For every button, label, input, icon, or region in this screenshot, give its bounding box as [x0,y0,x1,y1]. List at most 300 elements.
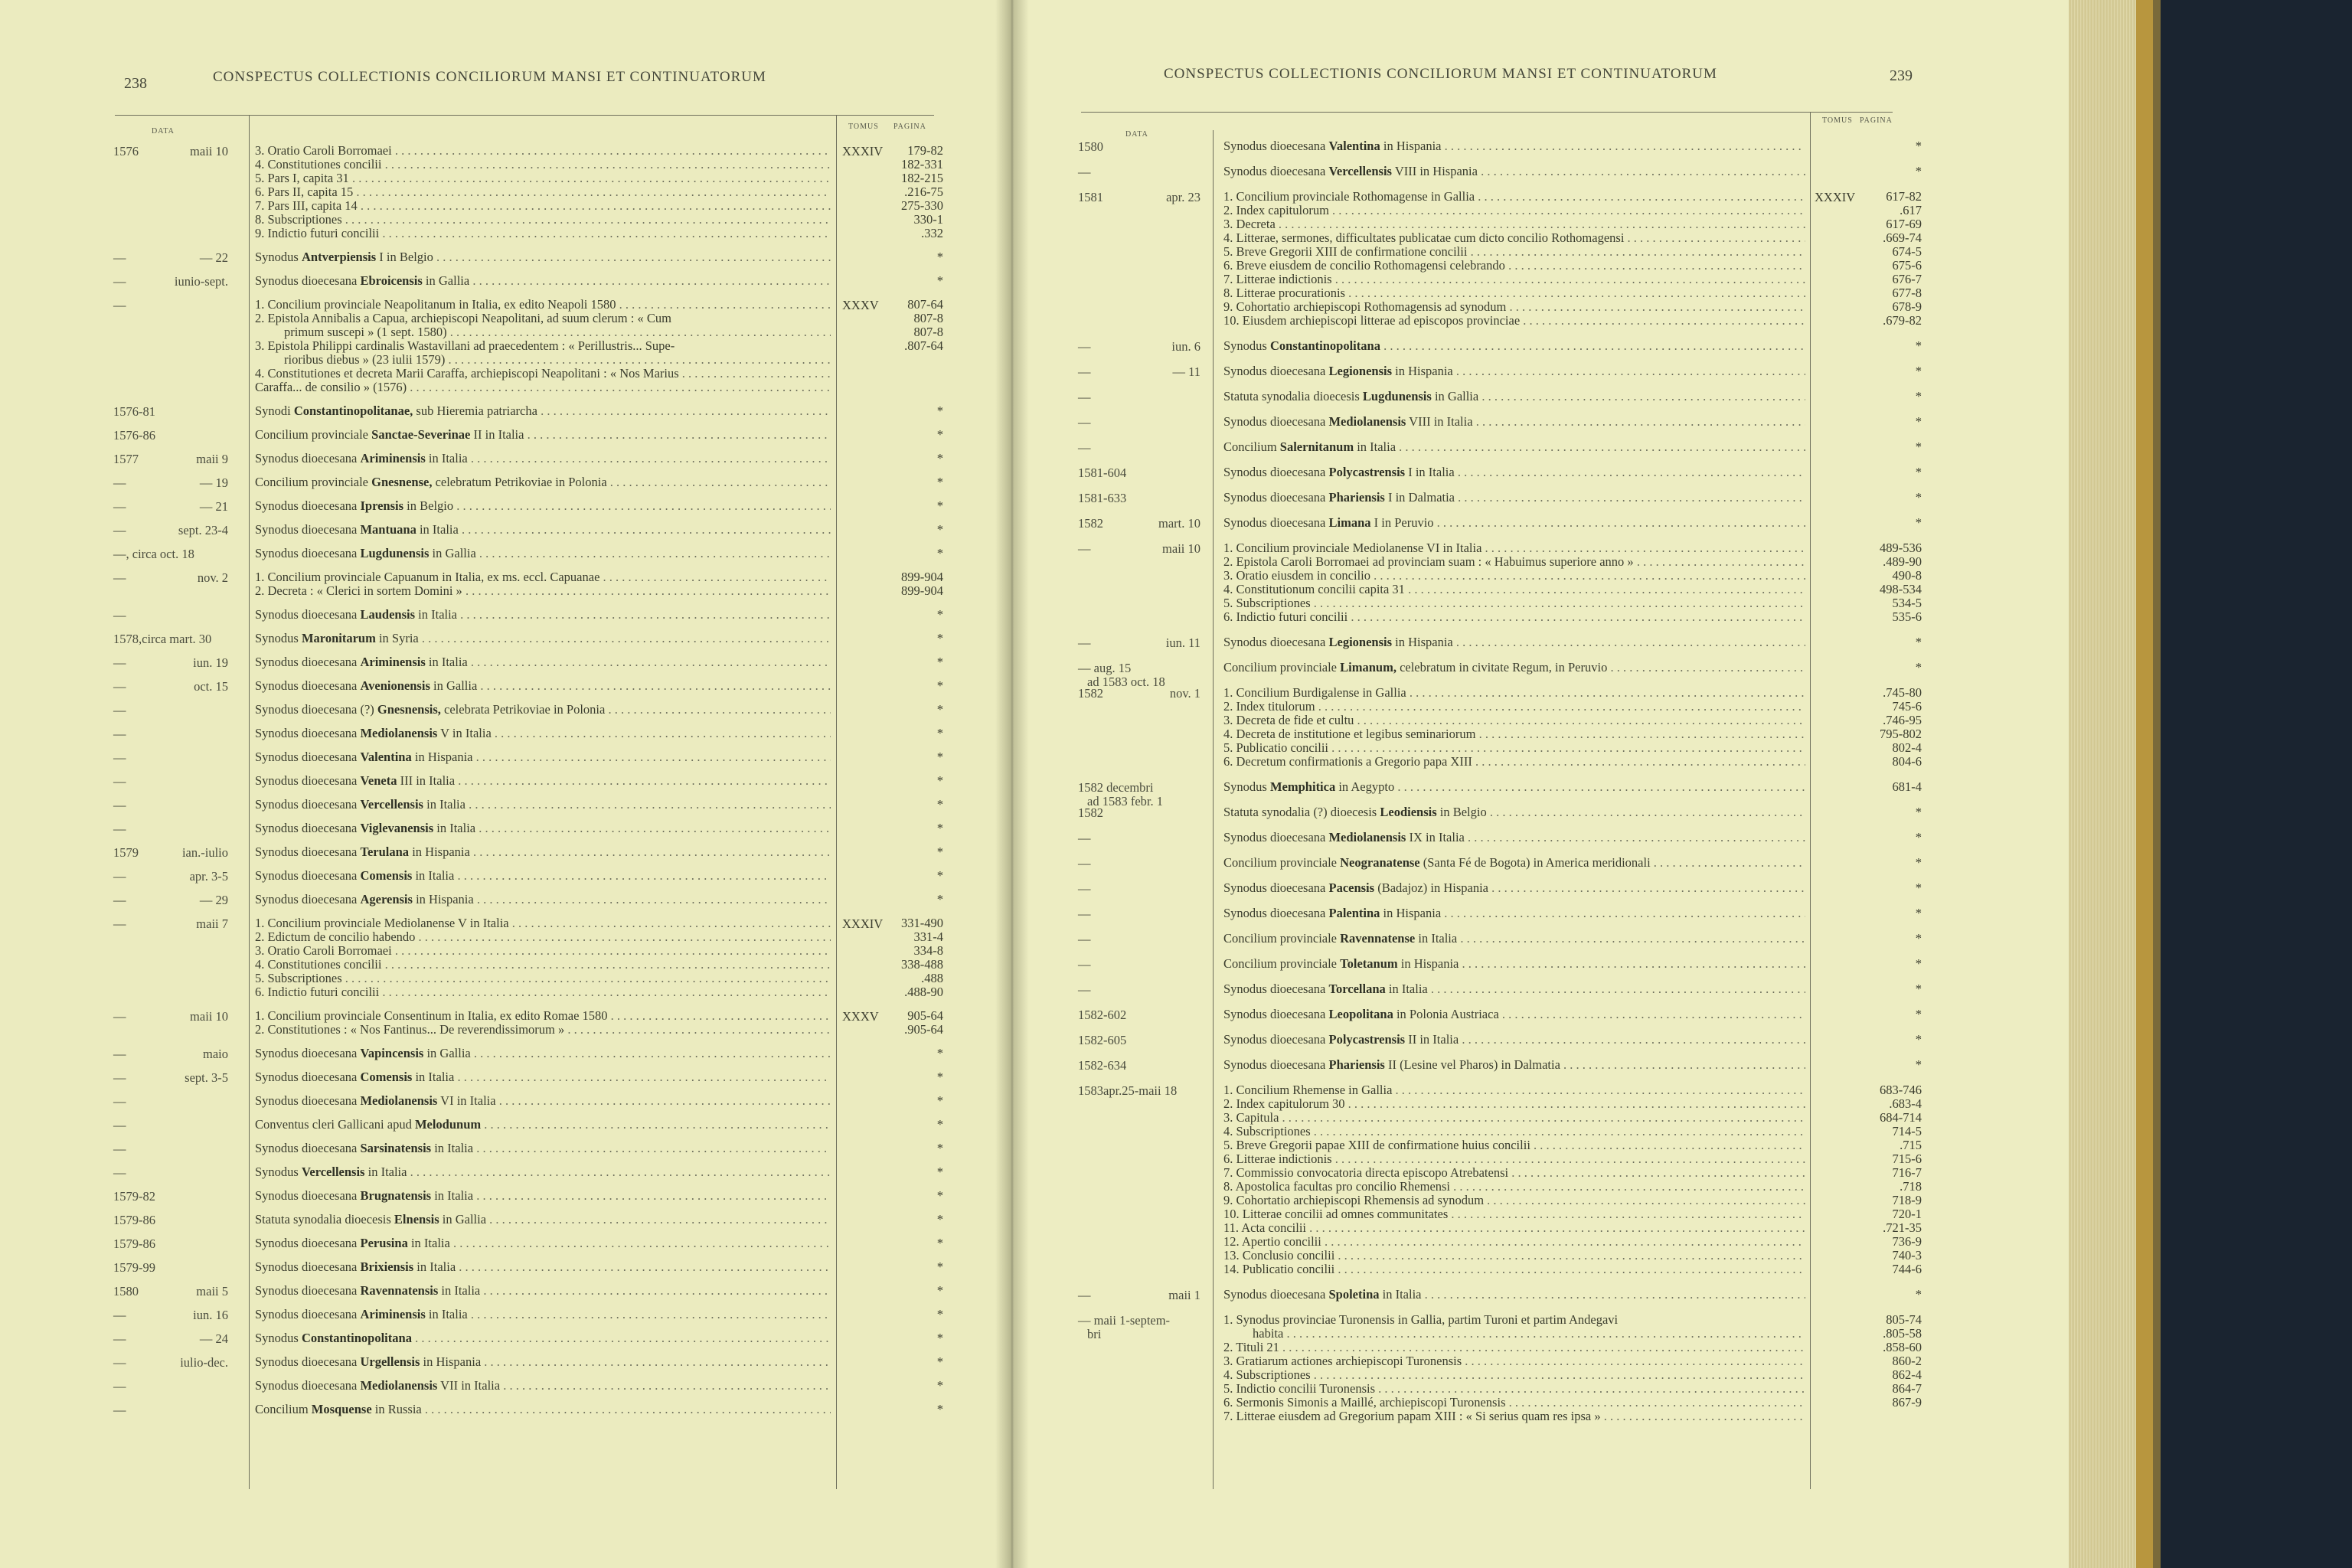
entry-text [255,822,831,835]
date-primary: 1582 [1078,805,1103,820]
entry-line [255,1379,831,1393]
entry-text [255,523,831,537]
pagina-range: .489-90 [1883,554,1922,569]
entry-line [255,523,831,537]
list-item [0,1379,1012,1403]
date-primary: 1576-81 [113,404,155,419]
date-primary: — [1078,415,1091,430]
entry-line: rioribus diebus » (23 iulii 1579) . . . [255,353,831,367]
entry-date [113,1213,228,1228]
page-reference [842,144,943,240]
list-item [0,570,1012,608]
entry-text [1223,541,1805,624]
entry-line [1223,661,1805,675]
date-secondary: maio [203,1047,228,1061]
synod-name: Elnensis [394,1213,439,1227]
entry-prefix: Concilium provinciale [255,475,369,489]
entry-text [255,727,831,740]
date-secondary: iunio-sept. [174,274,228,289]
entry-line: primum suscepi » (1 sept. 1580) . . . [255,325,831,339]
entry-date [1078,466,1200,481]
entry-prefix: Synodus dioecesana [255,1094,358,1108]
pagina-range: 534-5 [1892,596,1922,610]
list-item [0,679,1012,703]
entry-text [255,452,831,466]
entry-suffix: celebratum Petrikoviae in Polonia [435,475,607,489]
entry-prefix: Concilium [255,1403,309,1416]
synod-name: Maronitarum [301,632,376,645]
list-item [0,1403,1012,1426]
entry-date [1078,364,1200,380]
entry-date [1078,541,1200,557]
page-reference [1815,139,1922,153]
star-marker: * [1915,855,1922,870]
page-reference [1815,165,1922,178]
entry-suffix: in Italia [419,523,459,537]
entry-date [1078,139,1200,155]
entry-text [1223,1083,1805,1276]
entry-line [1223,1033,1805,1047]
list-item [1012,1288,2069,1313]
right-page [1012,0,2069,1568]
date-primary: — [1078,1288,1091,1302]
entry-suffix: IX in Italia [1409,831,1465,844]
pagina-range: .805-58 [1883,1326,1922,1341]
entry-line [255,274,831,288]
entry-line [1223,466,1805,479]
page-reference [842,547,943,560]
entry-line [255,632,831,645]
entry-line [1223,1058,1805,1072]
entry-line [255,1331,831,1345]
page-reference [842,1165,943,1179]
entry-line [255,655,831,669]
entry-suffix: VIII in Italia [1409,415,1473,429]
entry-prefix: Synodus dioecesana [255,547,358,560]
star-marker: * [936,678,943,693]
entry-suffix: in Belgio [407,499,454,513]
entry-text [255,1331,831,1345]
entry-text [255,916,831,999]
entry-line: 14. Publicatio concilii . . . [1223,1263,1805,1276]
date-primary: — [1078,364,1091,379]
entry-prefix: Synodus dioecesana [255,1070,358,1084]
entry-suffix: in Belgio [1439,805,1487,819]
entry-line: 12. Apertio concilii . . . [1223,1235,1805,1249]
entry-date [113,1403,228,1418]
entry-date [1078,1288,1200,1303]
entry-text [255,1260,831,1274]
page-reference [1815,339,1922,353]
entry-line [255,1236,831,1250]
list-item [1012,881,2069,906]
entry-line: 4. Constitutiones concilii . . . [255,158,831,172]
page-reference [842,632,943,645]
entry-date [113,428,228,443]
entry-line [1223,780,1805,794]
list-item [0,1213,1012,1236]
page-reference [1815,957,1922,971]
star-marker: * [1915,1007,1922,1021]
entry-line: 4. Subscriptiones . . . [1223,1368,1805,1382]
entry-date [113,774,228,789]
list-item [1012,364,2069,390]
date-primary: — [113,916,126,931]
page-reference [842,404,943,418]
date-secondary: mart. 10 [1158,516,1200,531]
entry-suffix: in Hispania [412,845,470,859]
pagina-range: 720-1 [1892,1207,1922,1221]
running-head: CONSPECTUS COLLECTIONIS CONCILIORUM MANSI ET CONTINUATORUM [213,69,766,85]
entry-line [255,845,831,859]
entry-suffix: celebrata Petrikoviae in Polonia [444,703,606,717]
entry-suffix: in Italia [428,655,468,669]
entry-suffix: in Gallia [442,1213,487,1227]
list-item [1012,516,2069,541]
entry-line: 9. Indictio futuri concilii . . . [255,227,831,240]
list-item [1012,1033,2069,1058]
entry-line [1223,957,1805,971]
date-primary: 1581 [1078,190,1103,204]
synod-name: Leopolitana [1328,1008,1393,1021]
entry-line [1223,139,1805,153]
entry-text [255,1403,831,1416]
page-reference [842,1379,943,1393]
entry-date [113,1308,228,1323]
page-reference [1815,390,1922,403]
date-secondary: — 21 [199,499,228,514]
entry-line: 1. Concilium provinciale Mediolanense V in Italia . . . [255,916,831,930]
entry-suffix: VI in Italia [440,1094,496,1108]
date-secondary: maii 10 [1162,541,1200,556]
list-item [1012,686,2069,780]
page-reference [842,1236,943,1250]
entry-text [1223,1033,1805,1047]
entry-line: 6. Indictio futuri concilii . . . [255,985,831,999]
date-secondary: — 24 [199,1331,228,1346]
synod-name: Vercellensis [360,798,423,812]
entry-suffix: in Gallia [426,1047,471,1060]
entry-line: 6. Litterae indictionis . . . [1223,1152,1805,1166]
page-reference [842,1189,943,1203]
pagina-range: 490-8 [1892,568,1922,583]
date-primary: 1579-99 [113,1260,155,1275]
entry-text [1223,635,1805,649]
list-item [0,144,1012,250]
entry-prefix: Synodus dioecesana [255,893,358,906]
entry-text [255,632,831,645]
star-marker: * [936,702,943,717]
entry-date [113,1142,228,1157]
entry-date [113,869,228,884]
page-reference [842,655,943,669]
entry-text [1223,1008,1805,1021]
date-primary: — [113,679,126,694]
date-primary: 1576-86 [113,428,155,443]
page-reference [1815,856,1922,870]
entry-date [113,1009,228,1024]
page-reference [842,428,943,442]
entry-date [113,475,228,491]
entry-line: 5. Pars I, capita 31 . . . [255,172,831,185]
star-marker: * [1915,490,1922,505]
entry-date [113,1260,228,1276]
synod-name: Torcellana [1328,982,1386,996]
entry-suffix: in Italia [428,452,468,466]
entry-suffix: II in Italia [473,428,524,442]
pagina-range: 899-904 [901,583,943,598]
entry-line: 2. Epistola Caroli Borromaei ad provinciam suam : « Habuimus superiore anno » . . . [1223,555,1805,569]
header-rule [115,115,934,116]
date-primary: 1583apr.25-maii 18 [1078,1083,1178,1098]
entry-date [113,916,228,932]
pagina-range: 331-490 [901,916,943,930]
entry-text [255,750,831,764]
list-item [0,1308,1012,1331]
page-reference [842,1355,943,1369]
page-reference [1815,906,1922,920]
entry-line: 2. Decreta : « Clerici in sortem Domini » . . . [255,584,831,598]
page-reference [1815,780,1922,794]
list-item [1012,982,2069,1008]
entry-suffix: in Syria [378,632,419,645]
star-marker: * [936,1236,943,1250]
star-marker: * [936,522,943,537]
entry-date [1078,339,1200,354]
star-marker: * [936,427,943,442]
page-reference [842,499,943,513]
entry-suffix: VII in Italia [440,1379,501,1393]
synod-name: Vapincensis [360,1047,424,1060]
entry-date [113,298,228,313]
entry-date [113,1070,228,1086]
entry-date [113,655,228,671]
star-marker: * [936,773,943,788]
date-secondary: ad 1583 febr. 1 [1087,794,1163,808]
date-secondary: sept. 23-4 [178,523,228,537]
entry-line [1223,932,1805,946]
entry-line: 9. Cohortatio archiepiscopi Rothomagensis ad synodum . . . [1223,300,1805,314]
date-primary: — [113,1331,126,1346]
date-primary: 1581-604 [1078,466,1127,480]
star-marker: * [936,1283,943,1298]
synod-name: Mantuana [360,523,416,537]
page-number: 239 [1890,67,1913,84]
entry-suffix: in Hispania [1383,139,1442,153]
star-marker: * [1915,635,1922,649]
entry-text [255,298,831,394]
star-marker: * [936,1141,943,1155]
list-item [1012,440,2069,466]
entry-line [255,1308,831,1321]
list-item [1012,1083,2069,1288]
entry-line: 6. Indictio futuri concilii . . . [1223,610,1805,624]
page-reference [1815,661,1922,675]
list-item [0,452,1012,475]
synod-name: Lugdunensis [360,547,430,560]
synod-name: Legionensis [1328,364,1393,378]
entry-suffix: I in Belgio [379,250,433,264]
star-marker: * [936,1212,943,1227]
star-marker: * [936,1402,943,1416]
entry-suffix: in Hispania [414,750,473,764]
date-primary: 1582-602 [1078,1008,1127,1022]
page-reference [1815,831,1922,844]
list-item [0,404,1012,428]
entry-date [113,1094,228,1109]
pagina-range: .488-90 [904,985,943,999]
star-marker: * [936,726,943,740]
synod-name: Melodunum [414,1118,482,1132]
entry-suffix: in Italia [415,1070,455,1084]
entry-line: 4. Constitutionum concilii capita 31 . . . [1223,583,1805,596]
entry-date [113,1165,228,1181]
entry-date [113,893,228,908]
entry-date [1078,661,1200,689]
pagina-range: 498-534 [1880,582,1922,596]
synod-name: Avenionensis [360,679,430,693]
date-primary: — [113,1009,126,1024]
date-primary: — [1078,856,1091,871]
running-head: CONSPECTUS COLLECTIONIS CONCILIORUM MANSI ET CONTINUATORUM [1164,66,1717,82]
pagina-range: 744-6 [1892,1262,1922,1276]
list-item [0,499,1012,523]
entry-text [1223,190,1805,328]
date-secondary: iun. 19 [193,655,228,670]
page-reference [1815,932,1922,946]
entry-suffix: in Italia [428,1308,468,1321]
pagina-range: .332 [921,226,943,240]
pagina-range: 745-6 [1892,699,1922,714]
star-marker: * [936,844,943,859]
list-item [1012,415,2069,440]
entry-prefix: Synodus dioecesana [255,679,358,693]
synod-name: Mediolanensis [1328,415,1406,429]
date-primary: 1582-634 [1078,1058,1127,1073]
entry-suffix: (Badajoz) in Hispania [1377,881,1488,895]
entry-text [255,1308,831,1321]
date-primary: — maii 1-septem- [1078,1313,1171,1328]
entry-suffix: in Gallia [425,274,470,288]
entry-line: 2. Index titulorum . . . [1223,700,1805,714]
synod-name: Gnesnense, [371,475,433,489]
date-primary: 1576 [113,144,139,158]
entry-line: 2. Constitutiones : « Nos Fantinus... De reverendissimorum » . . . [255,1023,831,1037]
entry-date [113,523,228,538]
page-reference [842,703,943,717]
entry-line: 2. Edictum de concilio habendo . . . [255,930,831,944]
synod-name: Limanum, [1340,661,1396,675]
synod-name: Leodiensis [1380,805,1437,819]
star-marker: * [936,475,943,489]
pagina-range: 334-8 [913,943,943,958]
col-pagina-head: PAGINA [1860,116,1893,125]
entry-line: 3. Oratio eiusdem in concilio . . . [1223,569,1805,583]
pagina-range: 807-8 [913,325,943,339]
date-primary: — [113,608,126,622]
date-secondary: iun. 11 [1165,635,1200,650]
date-secondary: maii 5 [196,1284,228,1298]
entry-line [255,1403,831,1416]
pagina-range: 795-802 [1880,727,1922,741]
pagina-range: 905-64 [907,1008,943,1023]
list-item [1012,390,2069,415]
entry-text [255,869,831,883]
synod-name: Memphitica [1269,780,1336,794]
date-primary: — [113,893,126,907]
entry-date [113,250,228,266]
date-primary: 1578,circa mart. 30 [113,632,212,646]
entry-line: 8. Apostolica facultas pro concilio Rhemensi . . . [1223,1180,1805,1194]
entry-text [255,274,831,288]
entry-suffix: in Gallia [432,547,476,560]
page-edges [2069,0,2153,1568]
entry-line [1223,165,1805,178]
entry-suffix: II in Italia [1408,1033,1459,1047]
pagina-range: 683-746 [1880,1083,1922,1097]
entry-line [255,1165,831,1179]
page-reference [842,869,943,883]
entry-prefix: Synodus dioecesana [255,750,358,764]
star-marker: * [1915,1032,1922,1047]
entry-prefix: Synodus dioecesana [255,499,358,513]
list-item [1012,1313,2069,1435]
synod-name: Polycastrensis [1328,1033,1406,1047]
page-reference [842,822,943,835]
page-reference [842,523,943,537]
entry-line: 8. Litterae procurationis . . . [1223,286,1805,300]
entry-line [255,750,831,764]
date-primary: 1579 [113,845,139,860]
page-reference [842,298,943,353]
entry-line [255,1355,831,1369]
entry-line: 2. Index capitulorum 30 . . . [1223,1097,1805,1111]
entry-line [1223,390,1805,403]
entry-prefix: Concilium provinciale [1223,856,1338,870]
entry-line: 3. Oratio Caroli Borromaei . . . [255,144,831,158]
synod-name: Ravennatense [1340,932,1416,946]
star-marker: * [1915,805,1922,819]
entry-line [1223,440,1805,454]
entry-date [1078,1008,1200,1023]
date-primary: — [113,1308,126,1322]
date-primary: — [1078,906,1091,921]
entry-line: 2. Index capitulorum . . . [1223,204,1805,217]
list-item [0,1189,1012,1213]
list-item [0,547,1012,570]
date-primary: — [113,298,126,312]
pagina-range: .858-60 [1883,1340,1922,1354]
entry-text [255,144,831,240]
book-gutter [995,0,1029,1568]
entry-suffix: in Hispania [416,893,474,906]
entry-line: 11. Acta concilii . . . [1223,1221,1805,1235]
date-primary: — aug. 15 [1078,661,1132,675]
date-primary: — [113,655,126,670]
entry-date [113,845,228,861]
entry-prefix: Synodus [255,250,299,264]
date-primary: 1579-86 [113,1213,155,1227]
entry-suffix: II (Lesine vel Pharos) in Dalmatia [1387,1058,1560,1072]
entry-prefix: Concilium provinciale [1223,661,1338,675]
date-primary: — [1078,932,1091,946]
entry-text [255,1189,831,1203]
entry-text [255,547,831,560]
star-marker: * [936,655,943,669]
entry-prefix: Synodus dioecesana [1223,1058,1326,1072]
synod-name: Brugnatensis [360,1189,432,1203]
page-reference [842,274,943,288]
